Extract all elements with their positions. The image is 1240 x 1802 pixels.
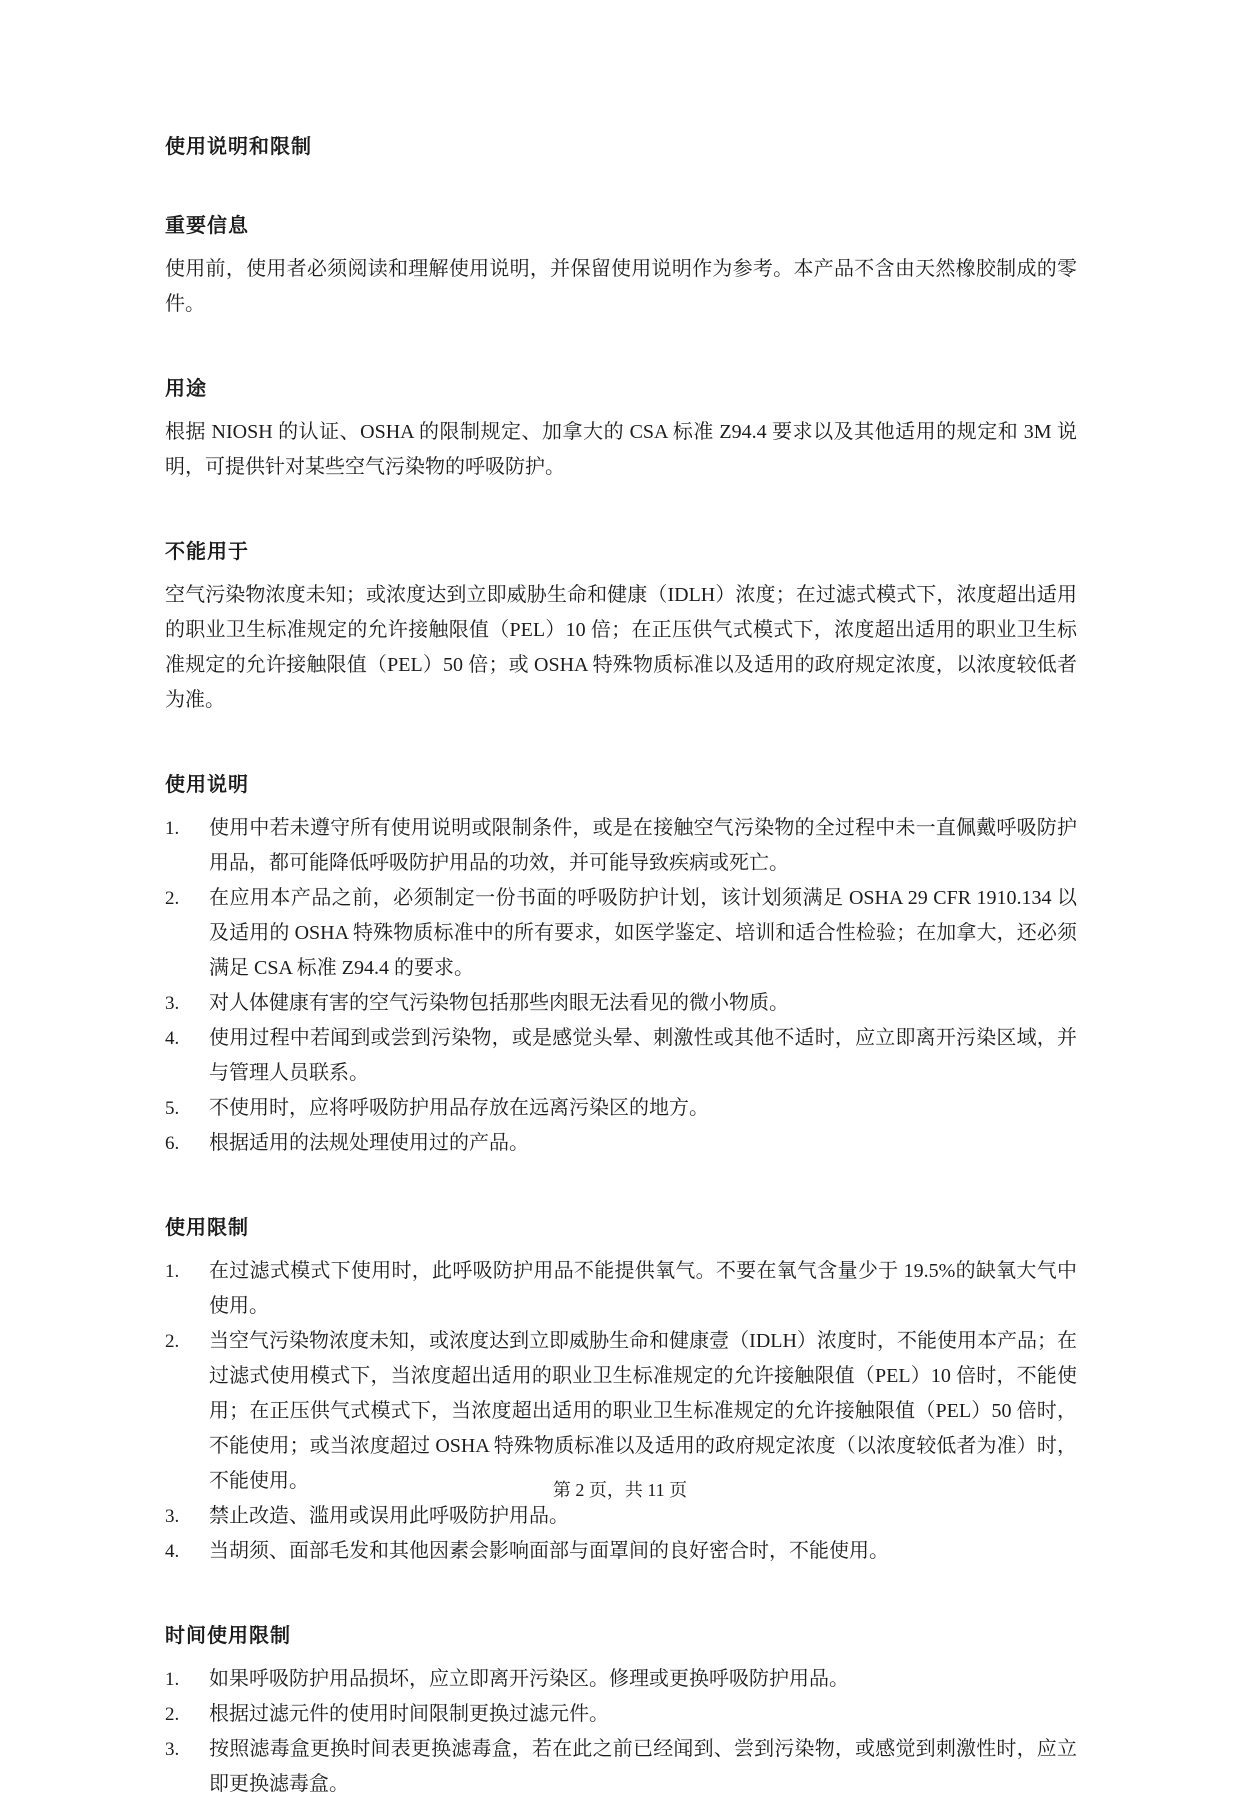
list-item-number: 1.: [165, 818, 180, 839]
list-item-number: 1.: [165, 1669, 180, 1690]
list-item-text: 当空气污染物浓度未知，或浓度达到立即威胁生命和健康壹（IDLH）浓度时，不能使用本产品；在过滤式使用模式下，当浓度超出适用的职业卫生标准规定的允许接触限值（PEL）10 倍时，不能使用；在正压供气式模式下，当浓度超出适用的职业卫生标准规定的允许接触限值（PEL）50 倍时，不能使用；或当浓度超过 OSHA 特殊物质标准以及适用的政府规定浓度（以浓度较低者为准）时，不能使用。: [209, 1330, 1077, 1492]
list-item: [165, 1091, 1077, 1126]
list-item-number: 2.: [165, 1704, 180, 1725]
list-item-text: 在过滤式模式下使用时，此呼吸防护用品不能提供氧气。不要在氧气含量少于 19.5%的缺氧大气中使用。: [209, 1260, 1077, 1317]
section-heading-use-limitations: 使用限制: [165, 1217, 249, 1239]
list-item-number: 4.: [165, 1541, 180, 1562]
list-item-text: 根据过滤元件的使用时间限制更换过滤元件。: [209, 1703, 609, 1725]
list-item-text: 在应用本产品之前，必须制定一份书面的呼吸防护计划，该计划须满足 OSHA 29 CFR 1910.134 以及适用的 OSHA 特殊物质标准中的所有要求，如医学鉴定、培训和适合性检验；在加拿大，还必须满足 CSA 标准 Z94.4 的要求。: [209, 887, 1077, 979]
paragraph-do-not-use: 空气污染物浓度未知；或浓度达到立即威胁生命和健康（IDLH）浓度；在过滤式模式下，浓度超出适用的职业卫生标准规定的允许接触限值（PEL）10 倍；在正压供气式模式下，浓度超出适用的职业卫生标准规定的允许接触限值（PEL）50 倍；或 OSHA 特殊物质标准以及适用的政府规定浓度，以浓度较低者为准。: [165, 584, 1077, 711]
usage-instructions-list: [165, 811, 1077, 1161]
list-item: [165, 1499, 1077, 1534]
list-item-text: 禁止改造、滥用或误用此呼吸防护用品。: [209, 1505, 569, 1527]
list-item-text: 按照滤毒盒更换时间表更换滤毒盒，若在此之前已经闻到、尝到污染物，或感觉到刺激性时，应立即更换滤毒盒。: [209, 1738, 1077, 1795]
section-heading-important-info: 重要信息: [165, 215, 249, 237]
page-title: 使用说明和限制: [165, 136, 312, 158]
list-item-number: 6.: [165, 1133, 180, 1154]
section-use-limitations: [165, 1211, 1077, 1569]
list-item: [165, 811, 1077, 881]
paragraph-intended-use: 根据 NIOSH 的认证、OSHA 的限制规定、加拿大的 CSA 标准 Z94.4 要求以及其他适用的规定和 3M 说明，可提供针对某些空气污染物的呼吸防护。: [165, 421, 1077, 478]
list-item: [165, 1324, 1077, 1499]
section-usage-instructions: [165, 768, 1077, 1161]
section-intended-use: [165, 372, 1077, 485]
list-item-number: 3.: [165, 993, 180, 1014]
list-item: [165, 1732, 1077, 1802]
time-use-limitations-list: [165, 1662, 1077, 1802]
list-item-text: 对人体健康有害的空气污染物包括那些肉眼无法看见的微小物质。: [209, 992, 789, 1014]
list-item-text: 不使用时，应将呼吸防护用品存放在远离污染区的地方。: [209, 1097, 709, 1119]
section-heading-intended-use: 用途: [165, 378, 207, 400]
list-item: [165, 1021, 1077, 1091]
list-item: [165, 881, 1077, 986]
list-item-text: 使用中若未遵守所有使用说明或限制条件，或是在接触空气污染物的全过程中未一直佩戴呼吸防护用品，都可能降低呼吸防护用品的功效，并可能导致疾病或死亡。: [209, 817, 1077, 874]
list-item-number: 2.: [165, 888, 180, 909]
list-item: [165, 1697, 1077, 1732]
list-item: [165, 986, 1077, 1021]
list-item: [165, 1662, 1077, 1697]
section-important-info: [165, 209, 1077, 322]
list-item-number: 5.: [165, 1098, 180, 1119]
list-item-text: 如果呼吸防护用品损坏，应立即离开污染区。修理或更换呼吸防护用品。: [209, 1668, 849, 1690]
list-item-text: 当胡须、面部毛发和其他因素会影响面部与面罩间的良好密合时，不能使用。: [209, 1540, 889, 1562]
section-heading-do-not-use: 不能用于: [165, 541, 249, 563]
use-limitations-list: [165, 1254, 1077, 1569]
paragraph-important-info: 使用前，使用者必须阅读和理解使用说明，并保留使用说明作为参考。本产品不含由天然橡胶制成的零件。: [165, 258, 1077, 315]
list-item-text: 使用过程中若闻到或尝到污染物，或是感觉头晕、刺激性或其他不适时，应立即离开污染区域，并与管理人员联系。: [209, 1027, 1077, 1084]
list-item-number: 3.: [165, 1506, 180, 1527]
list-item: [165, 1126, 1077, 1161]
list-item-text: 根据适用的法规处理使用过的产品。: [209, 1132, 529, 1154]
section-do-not-use: [165, 535, 1077, 718]
list-item-number: 4.: [165, 1028, 180, 1049]
document-page: [165, 130, 1077, 1802]
list-item-number: 1.: [165, 1261, 180, 1282]
page-footer: 第 2 页，共 11 页: [552, 1480, 688, 1500]
section-time-use-limitations: [165, 1619, 1077, 1802]
list-item-number: 3.: [165, 1739, 180, 1760]
section-heading-time-use-limitations: 时间使用限制: [165, 1625, 291, 1647]
list-item-number: 2.: [165, 1331, 180, 1352]
section-heading-usage-instructions: 使用说明: [165, 774, 249, 796]
list-item: [165, 1254, 1077, 1324]
list-item: [165, 1534, 1077, 1569]
